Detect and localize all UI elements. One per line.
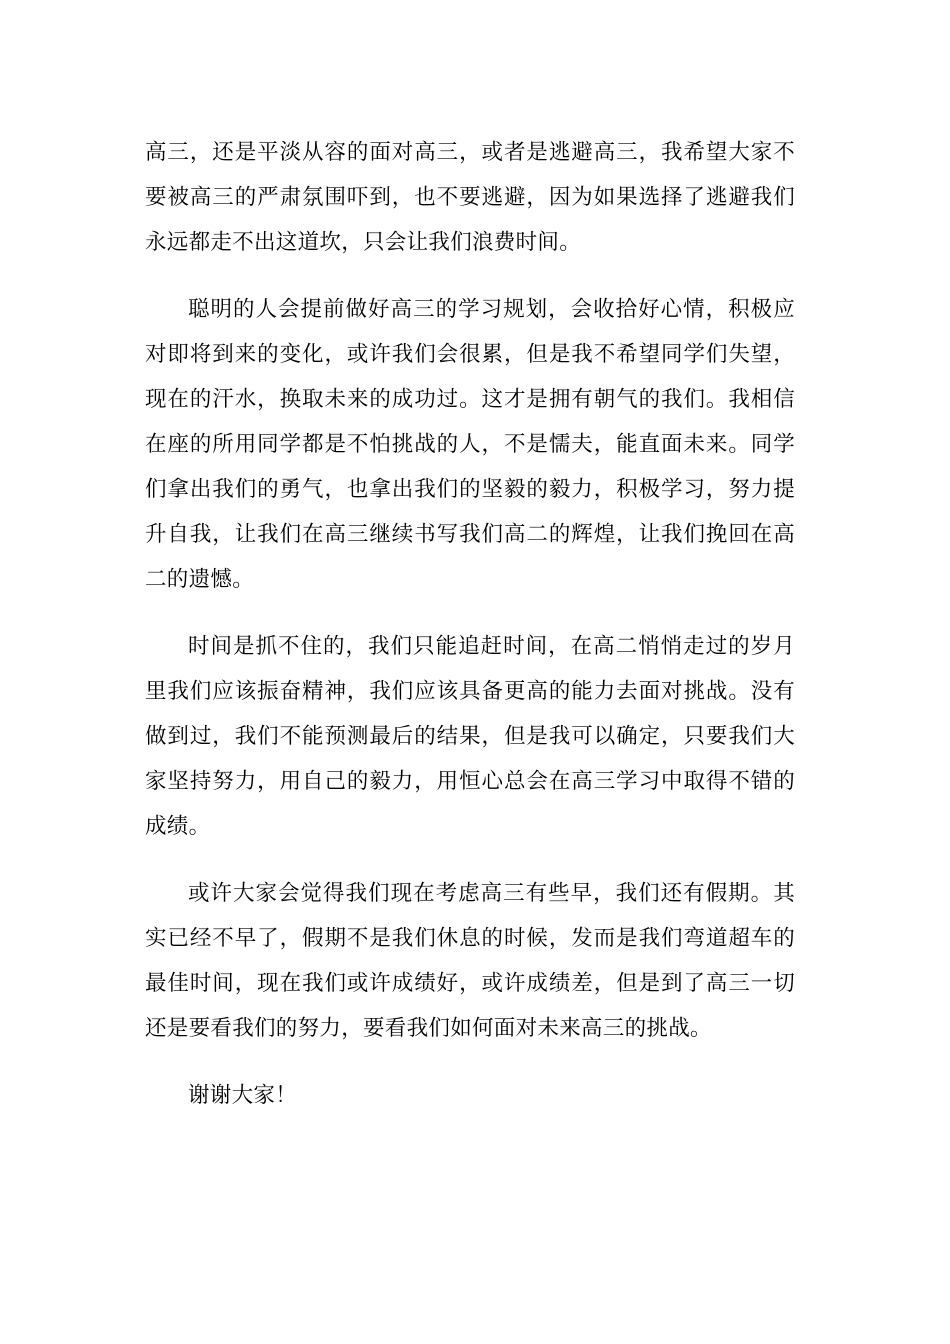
paragraph-continued: 高三，还是平淡从容的面对高三，或者是逃避高三，我希望大家不要被高三的严肃氛围吓到，也不要逃避，因为如果选择了逃避我们永远都走不出这道坎，只会让我们浪费时间。 <box>145 140 795 255</box>
paragraph: 聪明的人会提前做好高三的学习规划，会收拾好心情，积极应对即将到来的变化，或许我们会很累，但是我不希望同学们失望，现在的汗水，换取未来的成功过。这才是拥有朝气的我们。我相信在座的所用同学都是不怕挑战的人，不是懦夫，能直面未来。同学们拿出我们的勇气，也拿出我们的坚毅的毅力，积极学习，努力提升自我，让我们在高三继续书写我们高二的辉煌，让我们挽回在高二的遗憾。 <box>145 297 795 592</box>
paragraph: 或许大家会觉得我们现在考虑高三有些早，我们还有假期。其实已经不早了，假期不是我们休息的时候，发而是我们弯道超车的最佳时间，现在我们或许成绩好，或许成绩差，但是到了高三一切还是要看我们的努力，要看我们如何面对未来高三的挑战。 <box>145 881 795 1041</box>
document-body <box>145 130 795 1118</box>
closing-line: 谢谢大家！ <box>188 1083 298 1108</box>
paragraph: 时间是抓不住的，我们只能追赶时间，在高二悄悄走过的岁月里我们应该振奋精神，我们应该具备更高的能力去面对挑战。没有做到过，我们不能预测最后的结果，但是我可以确定，只要我们大家坚持努力，用自己的毅力，用恒心总会在高三学习中取得不错的成绩。 <box>145 634 795 839</box>
